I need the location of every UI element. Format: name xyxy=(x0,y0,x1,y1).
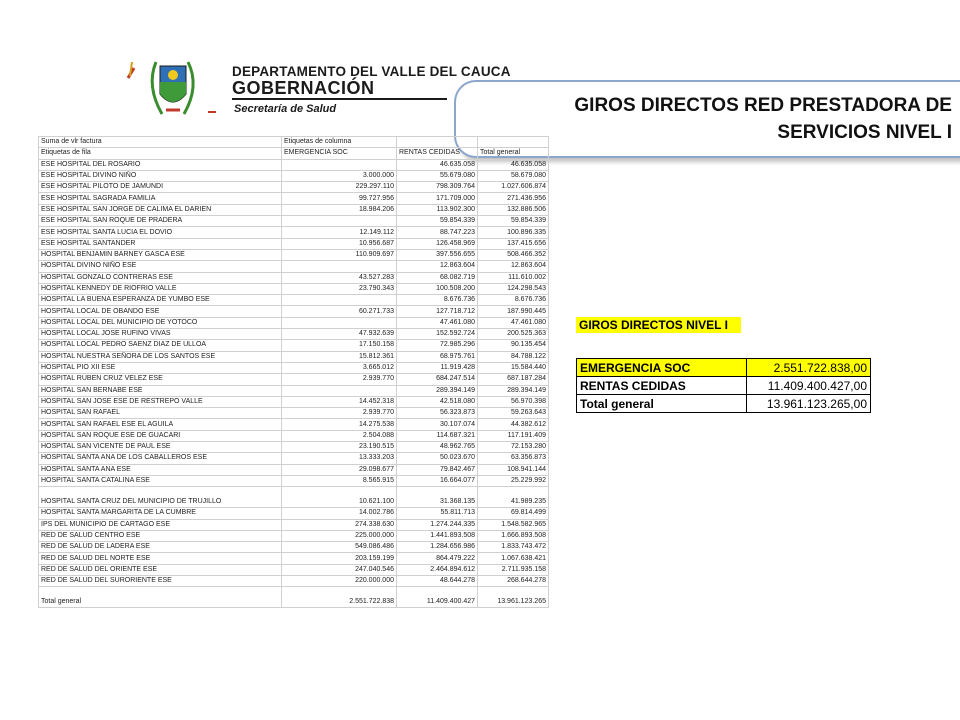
rentas-cedidas-cell: 47.461.080 xyxy=(397,317,478,328)
table-row xyxy=(39,419,549,430)
summary-table xyxy=(576,358,871,413)
hospital-name-cell: HOSPITAL SANTA CRUZ DEL MUNICIPIO DE TRUJILLO xyxy=(39,487,282,508)
table-row xyxy=(39,442,549,453)
hospital-name-cell: HOSPITAL DIVINO NIÑO ESE xyxy=(39,261,282,272)
rentas-cedidas-cell: 114.687.321 xyxy=(397,430,478,441)
rentas-cedidas-cell: 684.247.514 xyxy=(397,374,478,385)
total-general-cell: 63.356.873 xyxy=(478,453,549,464)
total-general-cell: 58.679.080 xyxy=(478,170,549,181)
rentas-cedidas-cell: 152.592.724 xyxy=(397,329,478,340)
table-row xyxy=(39,170,549,181)
total-general-cell: 1.666.893.508 xyxy=(478,530,549,541)
table-row xyxy=(39,351,549,362)
hospital-name-cell: ESE HOSPITAL SAN ROQUE DE PRADERA xyxy=(39,216,282,227)
hospital-name-cell: RED DE SALUD CENTRO ESE xyxy=(39,530,282,541)
hospital-name-cell: HOSPITAL SAN ROQUE ESE DE GUACARI xyxy=(39,430,282,441)
total-general-cell: 59.263.643 xyxy=(478,408,549,419)
rentas-cedidas-cell: 127.718.712 xyxy=(397,306,478,317)
table-row xyxy=(39,530,549,541)
table-row xyxy=(39,487,549,508)
hospital-name-cell: HOSPITAL LOCAL PEDRO SAENZ DIAZ DE ULLOA xyxy=(39,340,282,351)
emergencia-soc-cell: 2.939.770 xyxy=(282,374,397,385)
rentas-cedidas-cell: 88.747.223 xyxy=(397,227,478,238)
rentas-cedidas-cell: 1.441.893.508 xyxy=(397,530,478,541)
col-header-emergencia: EMERGENCIA SOC xyxy=(282,148,397,159)
hospital-name-cell: HOSPITAL LOCAL DE OBANDO ESE xyxy=(39,306,282,317)
summary-label: RENTAS CEDIDAS xyxy=(577,377,747,395)
total-general-cell: 108.941.144 xyxy=(478,464,549,475)
table-row xyxy=(39,508,549,519)
total-general-cell: 1.548.582.965 xyxy=(478,519,549,530)
total-general-cell: 137.415.656 xyxy=(478,238,549,249)
table-row xyxy=(39,182,549,193)
rentas-cedidas-cell: 48.962.765 xyxy=(397,442,478,453)
rentas-cedidas-cell: 56.323.873 xyxy=(397,408,478,419)
total-general-cell: 25.229.992 xyxy=(478,475,549,486)
emergencia-soc-cell: 12.149.112 xyxy=(282,227,397,238)
hospital-name-cell: HOSPITAL BENJAMIN BARNEY GASCA ESE xyxy=(39,249,282,260)
table-row xyxy=(39,430,549,441)
emergencia-soc-cell: 549.086.486 xyxy=(282,542,397,553)
summary-label: Total general xyxy=(577,395,747,413)
table-row xyxy=(39,453,549,464)
emergencia-soc-cell xyxy=(282,261,397,272)
emergencia-soc-cell: 110.909.697 xyxy=(282,249,397,260)
total-general-cell: 8.676.736 xyxy=(478,295,549,306)
table-row xyxy=(39,249,549,260)
table-row xyxy=(39,519,549,530)
rentas-cedidas-cell: 59.854.339 xyxy=(397,216,478,227)
total-general-cell: 1.833.743.472 xyxy=(478,542,549,553)
rentas-cedidas-cell: 2.464.894.612 xyxy=(397,564,478,575)
hospital-name-cell: HOSPITAL SAN RAFAEL xyxy=(39,408,282,419)
rentas-cedidas-cell: 397.556.655 xyxy=(397,249,478,260)
hospital-name-cell: RED DE SALUD DEL NORTE ESE xyxy=(39,553,282,564)
emergencia-soc-cell: 14.452.318 xyxy=(282,396,397,407)
emergencia-soc-cell: 23.190.515 xyxy=(282,442,397,453)
emergencia-soc-cell: 13.333.203 xyxy=(282,453,397,464)
secretariat-name: Secretaría de Salud xyxy=(234,103,337,115)
table-row xyxy=(39,306,549,317)
rentas-cedidas-cell: 72.985.296 xyxy=(397,340,478,351)
hospital-name-cell: RED DE SALUD DEL ORIENTE ESE xyxy=(39,564,282,575)
table-row xyxy=(39,329,549,340)
pivot-table xyxy=(38,136,549,608)
emergencia-soc-cell: 229.297.110 xyxy=(282,182,397,193)
emergencia-soc-cell: 274.338.630 xyxy=(282,519,397,530)
rentas-cedidas-cell: 11.919.428 xyxy=(397,362,478,373)
emergencia-soc-cell xyxy=(282,385,397,396)
table-row xyxy=(39,295,549,306)
emergencia-soc-cell xyxy=(282,317,397,328)
total-general-cell: 1.067.638.421 xyxy=(478,553,549,564)
total-general-cell: 84.788.122 xyxy=(478,351,549,362)
emergencia-soc-cell: 14.275.538 xyxy=(282,419,397,430)
emergencia-soc-cell: 10.956.687 xyxy=(282,238,397,249)
hospital-name-cell: ESE HOSPITAL DIVINO NIÑO xyxy=(39,170,282,181)
rentas-cedidas-cell: 126.458.969 xyxy=(397,238,478,249)
total-general-cell: 69.814.499 xyxy=(478,508,549,519)
total-general-cell: 72.153.280 xyxy=(478,442,549,453)
emergencia-soc-cell: 14.002.786 xyxy=(282,508,397,519)
total-general-cell: 124.298.543 xyxy=(478,283,549,294)
hospital-name-cell: HOSPITAL GONZALO CONTRERAS ESE xyxy=(39,272,282,283)
pivot-header-row-2 xyxy=(39,148,549,159)
emergencia-soc-cell: 3.000.000 xyxy=(282,170,397,181)
emergencia-soc-cell xyxy=(282,159,397,170)
total-general-cell: 132.886.506 xyxy=(478,204,549,215)
total-general-cell: 2.711.935.158 xyxy=(478,564,549,575)
table-row xyxy=(39,362,549,373)
total-general-cell: 15.584.440 xyxy=(478,362,549,373)
table-row xyxy=(39,542,549,553)
hospital-name-cell: RED DE SALUD DE LADERA ESE xyxy=(39,542,282,553)
hospital-name-cell: HOSPITAL SAN JOSE ESE DE RESTREPO VALLE xyxy=(39,396,282,407)
rentas-cedidas-cell: 171.709.000 xyxy=(397,193,478,204)
emergencia-soc-cell: 220.000.000 xyxy=(282,575,397,586)
hospital-name-cell: HOSPITAL RUBEN CRUZ VELEZ ESE xyxy=(39,374,282,385)
summary-title: GIROS DIRECTOS NIVEL I xyxy=(576,317,741,333)
hospital-name-cell: ESE HOSPITAL SANTANDER xyxy=(39,238,282,249)
table-row xyxy=(39,193,549,204)
emergencia-soc-cell: 18.984.206 xyxy=(282,204,397,215)
col-header-total: Total general xyxy=(478,148,549,159)
hospital-name-cell: ESE HOSPITAL SAGRADA FAMILIA xyxy=(39,193,282,204)
total-general-cell: 41.989.235 xyxy=(478,487,549,508)
hospital-name-cell: Total general xyxy=(39,587,282,608)
emergencia-soc-cell: 203.159.199 xyxy=(282,553,397,564)
summary-row-emergencia xyxy=(577,359,871,377)
total-general-cell: 56.970.398 xyxy=(478,396,549,407)
emergencia-soc-cell: 2.504.088 xyxy=(282,430,397,441)
summary-value: 11.409.400.427,00 xyxy=(747,377,871,395)
rentas-cedidas-cell: 30.107.074 xyxy=(397,419,478,430)
hospital-name-cell: HOSPITAL SAN VICENTE DE PAUL ESE xyxy=(39,442,282,453)
pivot-row-tag: Etiquetas de fila xyxy=(39,148,282,159)
hospital-name-cell: ESE HOSPITAL DEL ROSARIO xyxy=(39,159,282,170)
page-title: GIROS DIRECTOS RED PRESTADORA DE SERVICIOS NIVEL I xyxy=(574,95,952,143)
table-row xyxy=(39,587,549,608)
emergencia-soc-cell: 17.150.158 xyxy=(282,340,397,351)
table-row xyxy=(39,385,549,396)
total-general-cell: 47.461.080 xyxy=(478,317,549,328)
rentas-cedidas-cell: 68.975.761 xyxy=(397,351,478,362)
rentas-cedidas-cell: 68.082.719 xyxy=(397,272,478,283)
total-general-cell: 117.191.409 xyxy=(478,430,549,441)
rentas-cedidas-cell: 113.902.300 xyxy=(397,204,478,215)
hospital-name-cell: HOSPITAL SAN BERNABE ESE xyxy=(39,385,282,396)
emergencia-soc-cell: 47.932.639 xyxy=(282,329,397,340)
pivot-value-label: Suma de vlr factura xyxy=(39,137,282,148)
rentas-cedidas-cell: 100.508.200 xyxy=(397,283,478,294)
hospital-name-cell: ESE HOSPITAL SAN JORGE DE CALIMA EL DARIEN xyxy=(39,204,282,215)
total-general-cell: 13.961.123.265 xyxy=(478,587,549,608)
rentas-cedidas-cell: 16.664.077 xyxy=(397,475,478,486)
total-general-cell: 46.635.058 xyxy=(478,159,549,170)
hospital-name-cell: HOSPITAL PIO XII ESE xyxy=(39,362,282,373)
emergencia-soc-cell: 3.665.012 xyxy=(282,362,397,373)
total-general-cell: 111.610.002 xyxy=(478,272,549,283)
rentas-cedidas-cell: 50.023.670 xyxy=(397,453,478,464)
hospital-name-cell: HOSPITAL SANTA ANA DE LOS CABALLEROS ESE xyxy=(39,453,282,464)
pivot-header-row-1 xyxy=(39,137,549,148)
summary-row-rentas xyxy=(577,377,871,395)
rentas-cedidas-cell: 8.676.736 xyxy=(397,295,478,306)
emergencia-soc-cell: 2.551.722.838 xyxy=(282,587,397,608)
total-general-cell: 268.644.278 xyxy=(478,575,549,586)
col-header-rentas: RENTAS CEDIDAS xyxy=(397,148,478,159)
table-row xyxy=(39,238,549,249)
emergencia-soc-cell: 23.790.343 xyxy=(282,283,397,294)
table-row xyxy=(39,317,549,328)
emergencia-soc-cell: 43.527.283 xyxy=(282,272,397,283)
table-row xyxy=(39,204,549,215)
table-row xyxy=(39,159,549,170)
summary-value: 2.551.722.838,00 xyxy=(747,359,871,377)
table-row xyxy=(39,216,549,227)
hospital-name-cell: ESE HOSPITAL PILOTO DE JAMUNDI xyxy=(39,182,282,193)
summary-value: 13.961.123.265,00 xyxy=(747,395,871,413)
hospital-name-cell: HOSPITAL LOCAL JOSE RUFINO VIVAS xyxy=(39,329,282,340)
total-general-cell: 44.382.612 xyxy=(478,419,549,430)
table-row xyxy=(39,464,549,475)
rentas-cedidas-cell: 289.394.149 xyxy=(397,385,478,396)
emergencia-soc-cell: 99.727.956 xyxy=(282,193,397,204)
summary-label: EMERGENCIA SOC xyxy=(577,359,747,377)
emergencia-soc-cell: 60.271.733 xyxy=(282,306,397,317)
emergencia-soc-cell: 15.812.361 xyxy=(282,351,397,362)
total-general-cell: 271.436.956 xyxy=(478,193,549,204)
hospital-name-cell: HOSPITAL SANTA MARGARITA DE LA CUMBRE xyxy=(39,508,282,519)
rentas-cedidas-cell: 798.309.764 xyxy=(397,182,478,193)
emergencia-soc-cell: 2.939.770 xyxy=(282,408,397,419)
hospital-name-cell: HOSPITAL SANTA ANA ESE xyxy=(39,464,282,475)
total-general-cell: 508.466.352 xyxy=(478,249,549,260)
hospital-name-cell: HOSPITAL LOCAL DEL MUNICIPIO DE YOTOCO xyxy=(39,317,282,328)
rentas-cedidas-cell: 55.679.080 xyxy=(397,170,478,181)
rentas-cedidas-cell: 12.863.604 xyxy=(397,261,478,272)
total-general-cell: 200.525.363 xyxy=(478,329,549,340)
rentas-cedidas-cell: 46.635.058 xyxy=(397,159,478,170)
hospital-name-cell: HOSPITAL LA BUENA ESPERANZA DE YUMBO ESE xyxy=(39,295,282,306)
valle-crest-logo xyxy=(126,58,220,120)
rentas-cedidas-cell: 1.274.244.335 xyxy=(397,519,478,530)
total-general-cell: 1.027.606.874 xyxy=(478,182,549,193)
table-row xyxy=(39,575,549,586)
total-general-cell: 187.990.445 xyxy=(478,306,549,317)
table-row xyxy=(39,408,549,419)
table-row xyxy=(39,227,549,238)
table-row xyxy=(39,475,549,486)
table-row xyxy=(39,261,549,272)
total-general-cell: 59.854.339 xyxy=(478,216,549,227)
rentas-cedidas-cell: 79.842.467 xyxy=(397,464,478,475)
hospital-name-cell: HOSPITAL SANTA CATALINA ESE xyxy=(39,475,282,486)
total-general-cell: 687.187.284 xyxy=(478,374,549,385)
table-row xyxy=(39,374,549,385)
emergencia-soc-cell: 247.040.546 xyxy=(282,564,397,575)
hospital-name-cell: ESE HOSPITAL SANTA LUCIA EL DOVIO xyxy=(39,227,282,238)
emergencia-soc-cell: 10.621.100 xyxy=(282,487,397,508)
table-row xyxy=(39,564,549,575)
rentas-cedidas-cell: 11.409.400.427 xyxy=(397,587,478,608)
emergencia-soc-cell: 29.098.677 xyxy=(282,464,397,475)
table-row xyxy=(39,283,549,294)
hospital-name-cell: HOSPITAL KENNEDY DE RIOFRIO VALLE xyxy=(39,283,282,294)
rentas-cedidas-cell: 55.811.713 xyxy=(397,508,478,519)
rentas-cedidas-cell: 48.644.278 xyxy=(397,575,478,586)
pivot-column-tag: Etiquetas de columna xyxy=(282,137,397,148)
department-name: DEPARTAMENTO DEL VALLE DEL CAUCA xyxy=(232,64,511,79)
hospital-name-cell: IPS DEL MUNICIPIO DE CARTAGO ESE xyxy=(39,519,282,530)
total-general-cell: 289.394.149 xyxy=(478,385,549,396)
table-row xyxy=(39,272,549,283)
header-divider xyxy=(232,98,447,100)
emergencia-soc-cell xyxy=(282,216,397,227)
emergencia-soc-cell: 8.565.915 xyxy=(282,475,397,486)
rentas-cedidas-cell: 31.368.135 xyxy=(397,487,478,508)
emergencia-soc-cell xyxy=(282,295,397,306)
table-row xyxy=(39,396,549,407)
total-general-cell: 12.863.604 xyxy=(478,261,549,272)
rentas-cedidas-cell: 1.284.656.986 xyxy=(397,542,478,553)
total-general-cell: 100.896.335 xyxy=(478,227,549,238)
government-title: GOBERNACIÓN xyxy=(232,78,375,98)
hospital-name-cell: HOSPITAL SAN RAFAEL ESE EL AGUILA xyxy=(39,419,282,430)
table-row xyxy=(39,553,549,564)
total-general-cell: 90.135.454 xyxy=(478,340,549,351)
table-row xyxy=(39,340,549,351)
hospital-name-cell: RED DE SALUD DEL SURORIENTE ESE xyxy=(39,575,282,586)
rentas-cedidas-cell: 864.479.222 xyxy=(397,553,478,564)
rentas-cedidas-cell: 42.518.080 xyxy=(397,396,478,407)
hospital-name-cell: HOSPITAL NUESTRA SEÑORA DE LOS SANTOS ESE xyxy=(39,351,282,362)
summary-row-total xyxy=(577,395,871,413)
emergencia-soc-cell: 225.000.000 xyxy=(282,530,397,541)
